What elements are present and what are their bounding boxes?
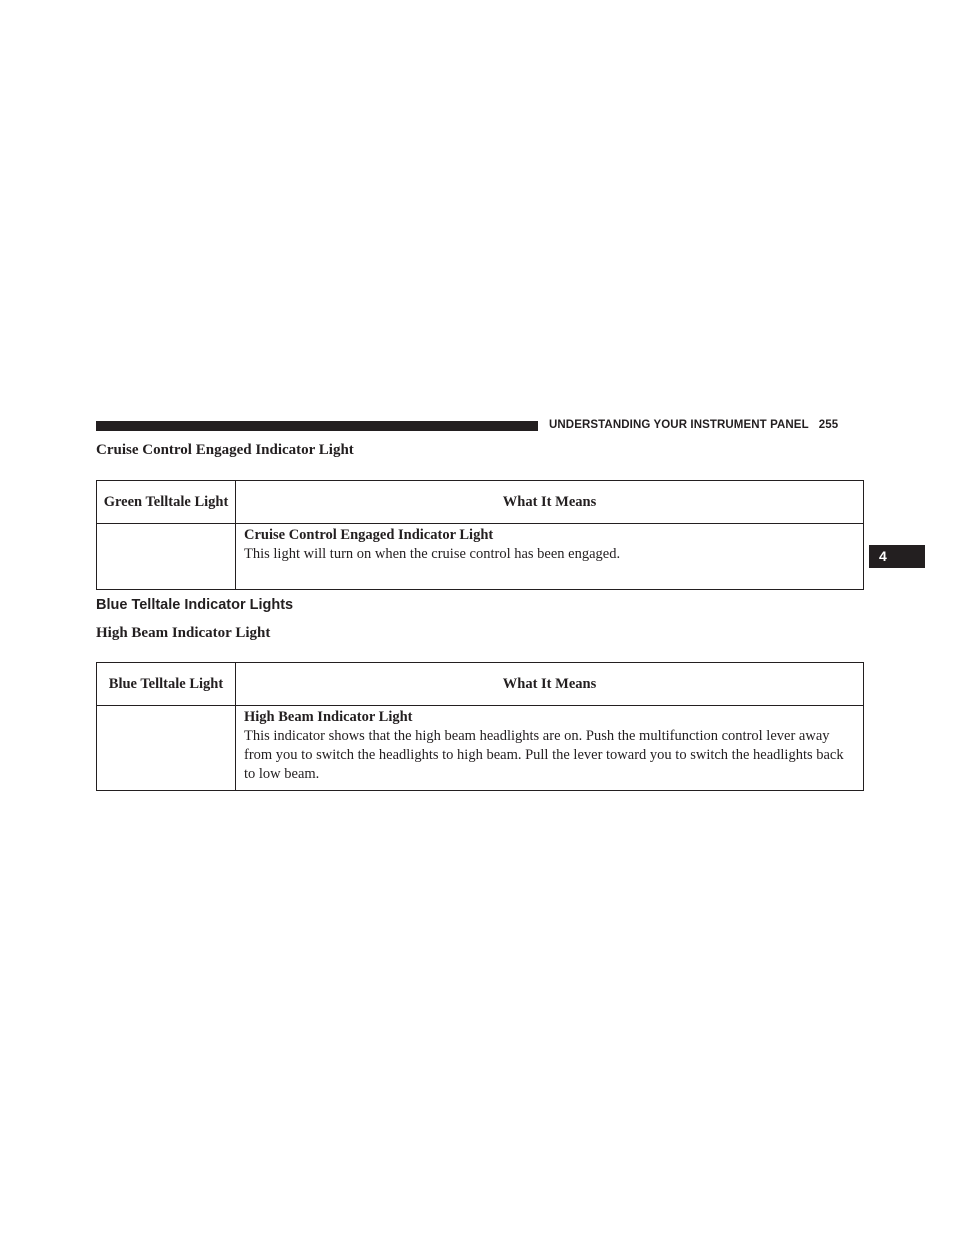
table-header-row [97,663,864,706]
table-row [97,524,864,590]
page-number: 255 [818,419,839,431]
col-header-telltale: Blue Telltale Light [97,663,236,706]
cruise-control-table [96,480,864,590]
chapter-tab: 4 [869,545,925,568]
col-header-telltale: Green Telltale Light [97,481,236,524]
row-title: Cruise Control Engaged Indicator Light [244,527,494,543]
col-header-meaning: What It Means [236,663,864,706]
high-beam-heading: High Beam Indicator Light [96,625,271,641]
row-title: High Beam Indicator Light [244,709,413,725]
icon-cell [97,524,236,590]
description-cell [236,706,864,791]
section-title: UNDERSTANDING YOUR INSTRUMENT PANEL [549,419,809,431]
description-cell [236,524,864,590]
cruise-control-heading: Cruise Control Engaged Indicator Light [96,442,354,458]
running-header [549,419,838,431]
col-header-meaning: What It Means [236,481,864,524]
row-text: This light will turn on when the cruise control has been engaged. [244,546,621,562]
icon-cell [97,706,236,791]
row-text: This indicator shows that the high beam headlights are on. Push the multifunction control lever away from you to switch the headlights to high beam. Pull the lever toward you to switch the headlights back to low beam. [244,728,844,782]
high-beam-table [96,662,864,791]
table-header-row [97,481,864,524]
table-row [97,706,864,791]
blue-telltale-heading: Blue Telltale Indicator Lights [96,597,294,613]
header-rule [96,421,538,431]
